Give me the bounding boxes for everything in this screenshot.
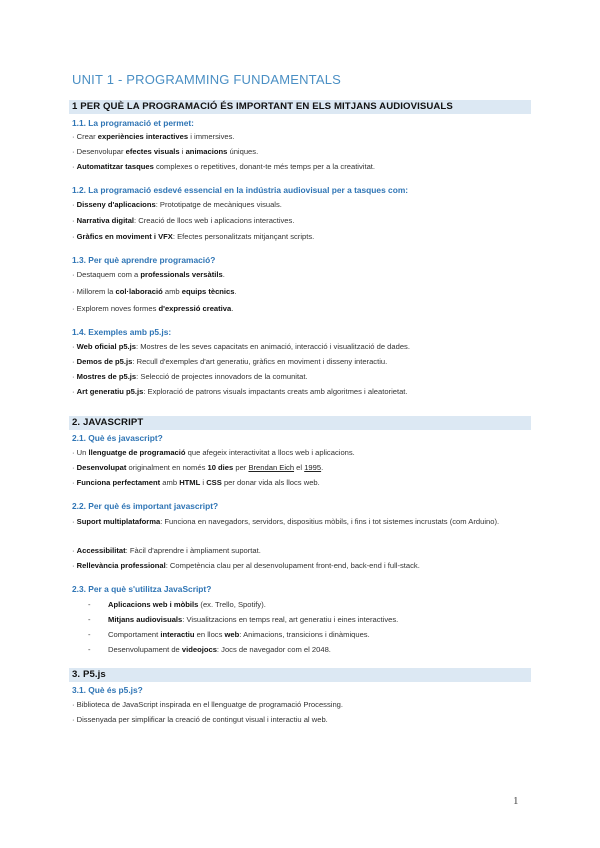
section-1-header: 1 PER QUÈ LA PROGRAMACIÓ ÉS IMPORTANT EN ELS MITJANS AUDIOVISUALS [69, 100, 531, 114]
list-item: · Web oficial p5.js: Mostres de les seves capacitats en animació, interacció i visualització de dades. [72, 342, 410, 351]
list-item: · Mostres de p5.js: Selecció de projectes innovadors de la comunitat. [72, 372, 308, 381]
page-number: 1 [513, 795, 519, 807]
section-3-header: 3. P5.js [69, 668, 531, 682]
list-item: · Desenvolupat originalment en només 10 dies per Brendan Eich el 1995. [72, 463, 324, 472]
list-item: · Suport multiplataforma: Funciona en navegadors, servidors, dispositius mòbils, i fins i tot sistemes incrustats (com Arduino). [72, 517, 500, 526]
list-item: · Destaquem com a professionals versàtils. [72, 270, 225, 279]
list-item: · Automatitzar tasques complexes o repetitives, donant-te més temps per a la creativitat. [72, 162, 376, 171]
list-item: · Millorem la col·laboració amb equips tècnics. [72, 287, 237, 296]
subsection-3-1-title: 3.1. Què és p5.js? [72, 685, 143, 695]
list-item: · Disseny d'aplicacions: Prototipatge de mecàniques visuals. [72, 200, 282, 209]
list-item: · Accessibilitat: Fàcil d'aprendre i àmpliament suportat. [72, 546, 261, 555]
subsection-1-2-title: 1.2. La programació esdevé essencial en la indústria audiovisual per a tasques com: [72, 185, 409, 195]
subsection-2-3-title: 2.3. Per a què s'utilitza JavaScript? [72, 584, 212, 594]
list-item: · Explorem noves formes d'expressió creativa. [72, 304, 234, 313]
list-item: - Comportament interactiu en llocs web: Animacions, transicions i dinàmiques. [88, 630, 370, 639]
list-item: - Mitjans audiovisuals: Visualitzacions en temps real, art generatiu i eines interactives. [88, 615, 399, 624]
list-item: · Funciona perfectament amb HTML i CSS per donar vida als llocs web. [72, 478, 320, 487]
section-2-header: 2. JAVASCRIPT [69, 416, 531, 430]
subsection-2-1-title: 2.1. Què és javascript? [72, 433, 163, 443]
list-item: · Art generatiu p5.js: Exploració de patrons visuals impactants creats amb algoritmes i aleatorietat. [72, 387, 408, 396]
subsection-1-3-title: 1.3. Per què aprendre programació? [72, 255, 216, 265]
list-item: · Narrativa digital: Creació de llocs web i aplicacions interactives. [72, 216, 295, 225]
list-item: · Demos de p5.js: Recull d'exemples d'art generatiu, gràfics en moviment i disseny interactiu. [72, 357, 388, 366]
list-item: · Rellevància professional: Competència clau per al desenvolupament front-end, back-end i full-stack. [72, 561, 420, 570]
list-item: - Aplicacions web i mòbils (ex. Trello, Spotify). [88, 600, 266, 609]
list-item: · Crear experiències interactives i immersives. [72, 132, 235, 141]
list-item: · Biblioteca de JavaScript inspirada en el llenguatge de programació Processing. [72, 700, 343, 709]
document-title: UNIT 1 - PROGRAMMING FUNDAMENTALS [72, 72, 342, 87]
list-item: · Desenvolupar efectes visuals i animacions úniques. [72, 147, 259, 156]
list-item: · Un llenguatge de programació que afegeix interactivitat a llocs web i aplicacions. [72, 448, 355, 457]
list-item: · Gràfics en moviment i VFX: Efectes personalitzats mitjançant scripts. [72, 232, 315, 241]
subsection-1-1-title: 1.1. La programació et permet: [72, 118, 194, 128]
list-item: - Desenvolupament de videojocs: Jocs de navegador com el 2048. [88, 645, 331, 654]
subsection-2-2-title: 2.2. Per què és important javascript? [72, 501, 219, 511]
list-item: · Dissenyada per simplificar la creació de contingut visual i interactiu al web. [72, 715, 328, 724]
subsection-1-4-title: 1.4. Exemples amb p5.js: [72, 327, 172, 337]
